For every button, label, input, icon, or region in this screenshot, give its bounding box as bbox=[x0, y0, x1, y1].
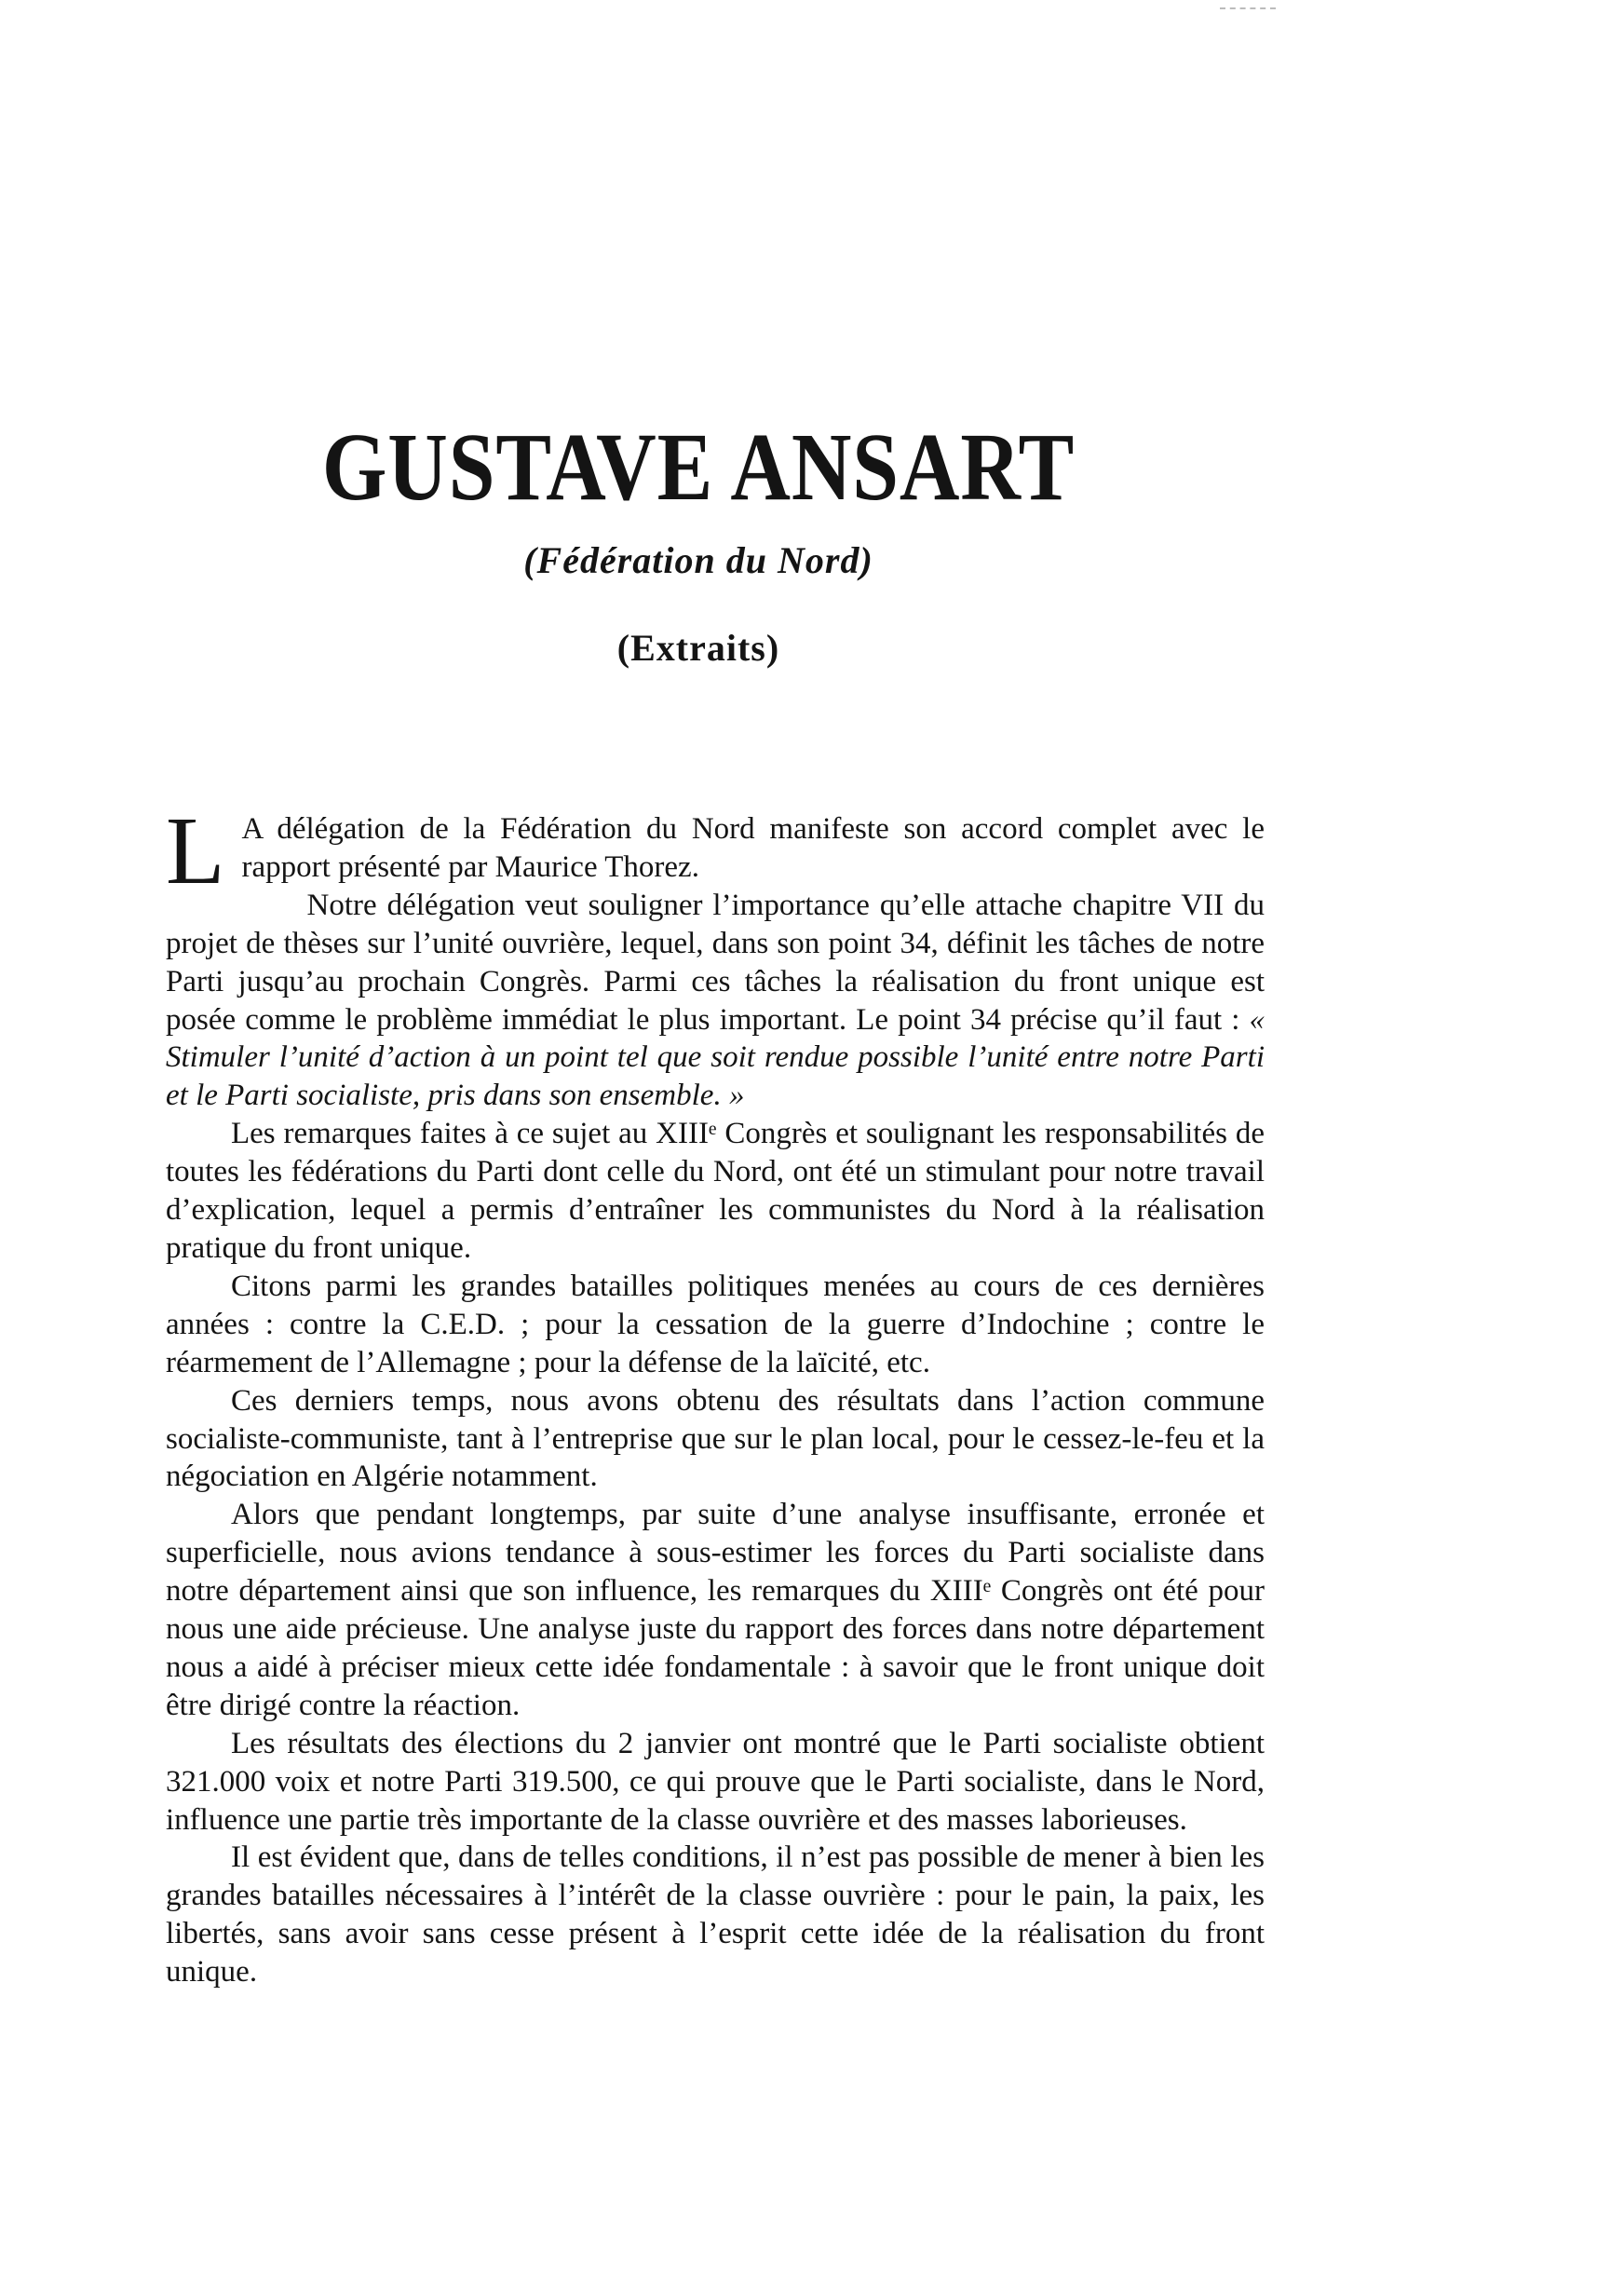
paragraph-results: Ces derniers temps, nous avons obtenu des résultats dans l’action commune socialiste-communiste, tant à l’entreprise que sur le plan local, pour le cessez-le-feu et la négociation en Algérie notamment. bbox=[166, 1383, 1265, 1494]
paragraph-analysis: Alors que pendant longtemps, par suite d’une analyse insuffisante, erronée et superficielle, nous avions tendance à sous-estimer les forces du Parti socialiste dans notre département ainsi que son influence, les remarques du XIIIᵉ Congrès ont été pour nous une aide précieuse. Une analyse juste du rapport des forces dans notre département nous a aidé à préciser mieux cette idée fondamentale : à savoir que le front unique doit être dirigé contre la réaction. bbox=[166, 1498, 1265, 1722]
paragraph-conditions: Il est évident que, dans de telles conditions, il n’est pas possible de mener à bien les grandes batailles nécessaires à l’intérêt de la classe ouvrière : pour le pain, la paix, les libertés, sans avoir sans cesse présent à l’esprit cette idée de la réalisation du front unique. bbox=[166, 1840, 1265, 1989]
paragraph-delegation-text: Notre délégation veut souligner l’importance qu’elle attache chapitre VII du projet de thèses sur l’unité ouvrière, lequel, dans son point 34, définit les tâches de notre Parti jusqu’au prochain Congrès. Parmi ces tâches la réalisation du front unique est posée comme le problème immédiat le plus important. Le point 34 précise qu’il faut : bbox=[166, 888, 1265, 1037]
paragraph-remarks: Les remarques faites à ce sujet au XIIIᵉ Congrès et soulignant les responsabilités de toutes les fédérations du Parti dont celle du Nord, ont été un stimulant pour notre travail d’explication, lequel a permis d’entraîner les communistes du Nord à la réalisation pratique du front unique. bbox=[166, 1117, 1265, 1265]
lead-paragraph-text: A délégation de la Fédération du Nord manifeste son accord complet avec le rapport présenté par Maurice Thorez. bbox=[241, 812, 1265, 884]
paragraph-battles: Citons parmi les grandes batailles politiques menées au cours de ces dernières années : contre la C.E.D. ; pour la cessation de la guerre d’Indochine ; contre le réarmement de l’Allemagne ; pour la défense de la laïcité, etc. bbox=[166, 1269, 1265, 1379]
page-title: GUSTAVE ANSART bbox=[321, 414, 1076, 521]
point-34-quote: « Stimuler l’unité d’action à un point tel que soit rendue possible l’unité entre notre Parti et le Parti socialiste, pris dans son ensemble. » bbox=[166, 1002, 1265, 1113]
article-body bbox=[166, 797, 1265, 1991]
extract-label: (Extraits) bbox=[616, 627, 780, 669]
drop-cap: L bbox=[166, 797, 225, 904]
paragraph-delegation bbox=[166, 887, 1265, 1115]
federation-subtitle: (Fédération du Nord) bbox=[523, 539, 873, 581]
scan-mark bbox=[1220, 7, 1276, 12]
paragraph-elections: Les résultats des élections du 2 janvier ont montré que le Parti socialiste obtient 321.000 voix et notre Parti 319.500, ce qui prouve que le Parti socialiste, dans le Nord, influence une partie très importante de la classe ouvrière et des masses laborieuses. bbox=[166, 1726, 1265, 1837]
lead-paragraph bbox=[166, 797, 1265, 904]
